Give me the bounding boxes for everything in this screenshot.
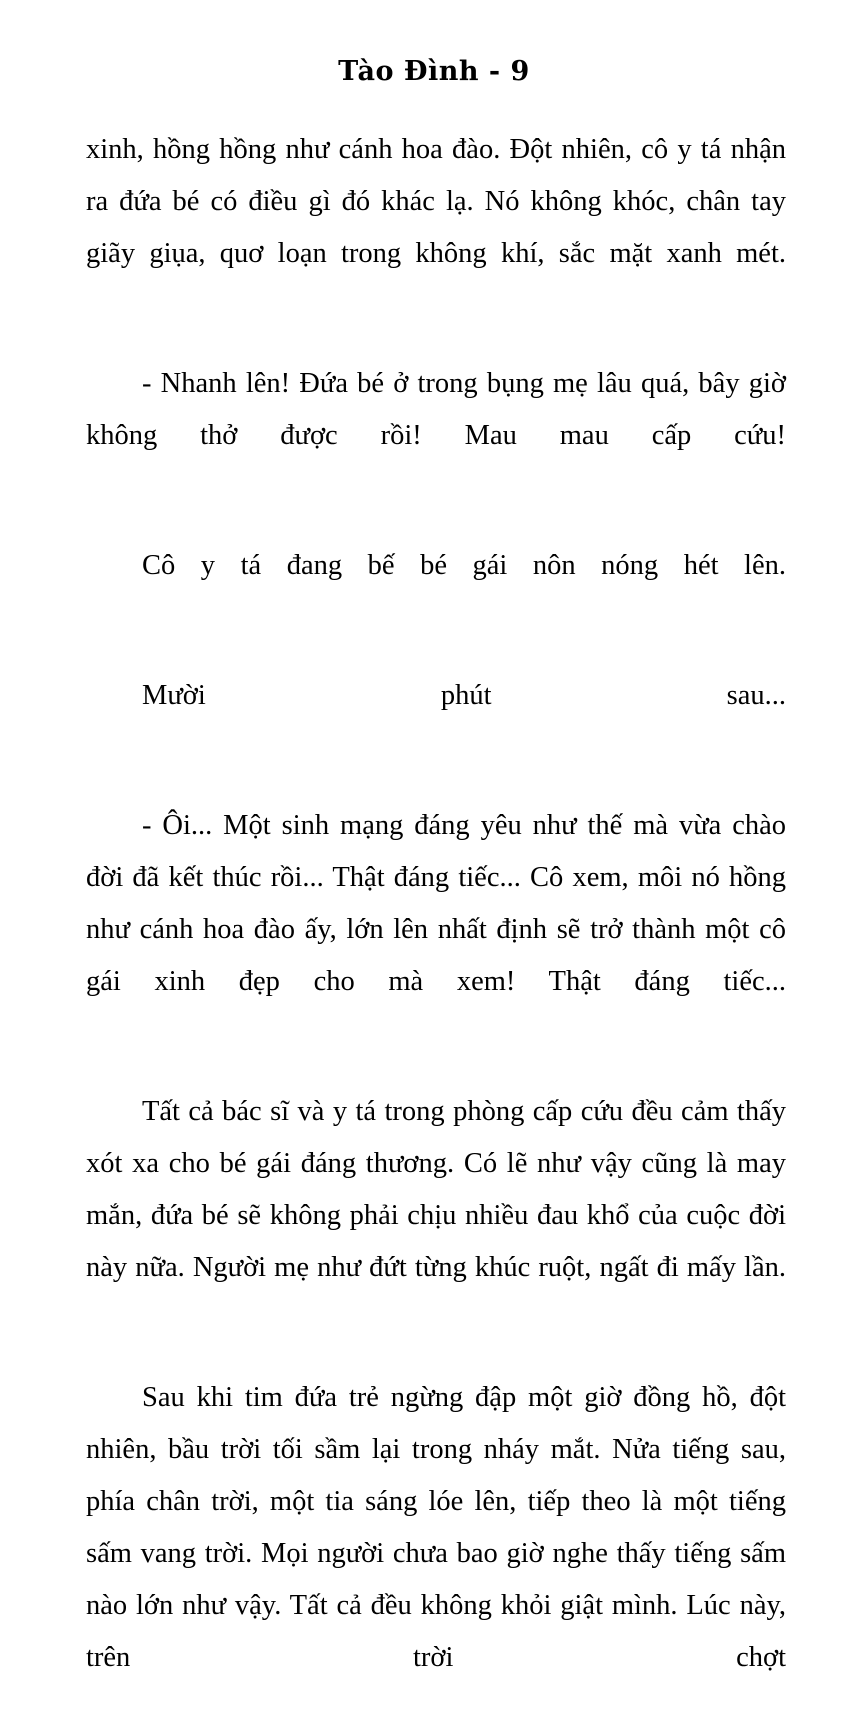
body-text-column	[86, 124, 786, 1736]
paragraph: Sau khi tim đứa trẻ ngừng đập một giờ đồng hồ, đột nhiên, bầu trời tối sầm lại trong nháy mắt. Nửa tiếng sau, phía chân trời, một tia sáng lóe lên, tiếp theo là một tiếng sấm vang trời. Mọi người chưa bao giờ nghe thấy tiếng sấm nào lớn như vậy. Tất cả đều không khỏi giật mình. Lúc này, trên trời chợt	[86, 1382, 786, 1673]
paragraph: Tất cả bác sĩ và y tá trong phòng cấp cứu đều cảm thấy xót xa cho bé gái đáng thương. Có lẽ như vậy cũng là may mắn, đứa bé sẽ không phải chịu nhiều đau khổ của cuộc đời này nữa. Người mẹ như đứt từng khúc ruột, ngất đi mấy lần.	[86, 1096, 786, 1283]
paragraph: Cô y tá đang bế bé gái nôn nóng hét lên.	[142, 550, 786, 581]
paragraph: xinh, hồng hồng như cánh hoa đào. Đột nhiên, cô y tá nhận ra đứa bé có điều gì đó khác lạ. Nó không khóc, chân tay giãy giụa, quơ loạn trong không khí, sắc mặt xanh mét.	[86, 134, 786, 269]
paragraph: - Ôi... Một sinh mạng đáng yêu như thế mà vừa chào đời đã kết thúc rồi... Thật đáng tiếc... Cô xem, môi nó hồng như cánh hoa đào ấy, lớn lên nhất định sẽ trở thành một cô gái xinh đẹp cho mà xem! Thật đáng tiếc...	[86, 810, 786, 997]
paragraph: - Nhanh lên! Đứa bé ở trong bụng mẹ lâu quá, bây giờ không thở được rồi! Mau mau cấp cứu!	[86, 368, 786, 451]
running-head: Tào Đình - 9	[338, 56, 530, 87]
paragraph: Mười phút sau...	[142, 680, 786, 711]
